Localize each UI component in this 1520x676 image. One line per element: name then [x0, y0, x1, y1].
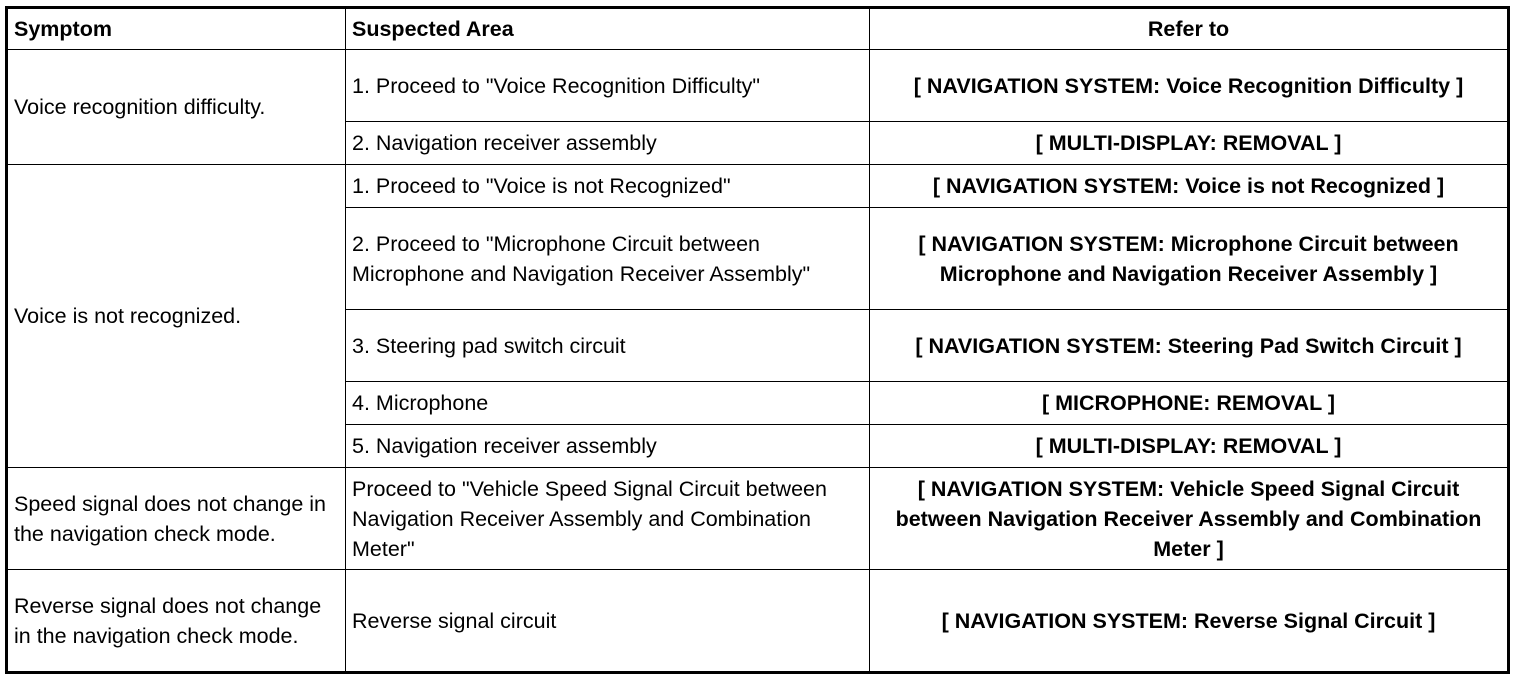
refer-to-link[interactable]: [ MULTI-DISPLAY: REMOVAL ] [870, 122, 1509, 165]
symptom-cell: Speed signal does not change in the navigation check mode. [7, 468, 346, 570]
suspected-area-cell: 3. Steering pad switch circuit [346, 310, 870, 382]
symptom-cell: Reverse signal does not change in the navigation check mode. [7, 570, 346, 673]
suspected-area-cell: Reverse signal circuit [346, 570, 870, 673]
suspected-area-cell: 1. Proceed to "Voice is not Recognized" [346, 165, 870, 208]
suspected-area-cell: 1. Proceed to "Voice Recognition Difficulty" [346, 50, 870, 122]
header-row [7, 8, 1509, 50]
header-symptom: Symptom [7, 8, 346, 50]
suspected-area-cell: 2. Proceed to "Microphone Circuit between Microphone and Navigation Receiver Assembly" [346, 208, 870, 310]
symptom-table [5, 6, 1510, 674]
table-row [7, 50, 1509, 122]
suspected-area-cell: Proceed to "Vehicle Speed Signal Circuit between Navigation Receiver Assembly and Combination Meter" [346, 468, 870, 570]
refer-to-link[interactable]: [ MULTI-DISPLAY: REMOVAL ] [870, 425, 1509, 468]
table-row [7, 165, 1509, 208]
table-row [7, 468, 1509, 570]
refer-to-link[interactable]: [ NAVIGATION SYSTEM: Voice is not Recognized ] [870, 165, 1509, 208]
refer-to-link[interactable]: [ NAVIGATION SYSTEM: Steering Pad Switch Circuit ] [870, 310, 1509, 382]
suspected-area-cell: 5. Navigation receiver assembly [346, 425, 870, 468]
refer-to-link[interactable]: [ NAVIGATION SYSTEM: Vehicle Speed Signal Circuit between Navigation Receiver Assembly and Combination Meter ] [870, 468, 1509, 570]
symptom-cell: Voice is not recognized. [7, 165, 346, 468]
header-suspected-area: Suspected Area [346, 8, 870, 50]
refer-to-link[interactable]: [ NAVIGATION SYSTEM: Microphone Circuit between Microphone and Navigation Receiver Assembly ] [870, 208, 1509, 310]
refer-to-link[interactable]: [ MICROPHONE: REMOVAL ] [870, 382, 1509, 425]
suspected-area-cell: 2. Navigation receiver assembly [346, 122, 870, 165]
suspected-area-cell: 4. Microphone [346, 382, 870, 425]
refer-to-link[interactable]: [ NAVIGATION SYSTEM: Voice Recognition Difficulty ] [870, 50, 1509, 122]
symptom-cell: Voice recognition difficulty. [7, 50, 346, 165]
table-row [7, 570, 1509, 673]
refer-to-link[interactable]: [ NAVIGATION SYSTEM: Reverse Signal Circuit ] [870, 570, 1509, 673]
header-refer-to: Refer to [870, 8, 1509, 50]
